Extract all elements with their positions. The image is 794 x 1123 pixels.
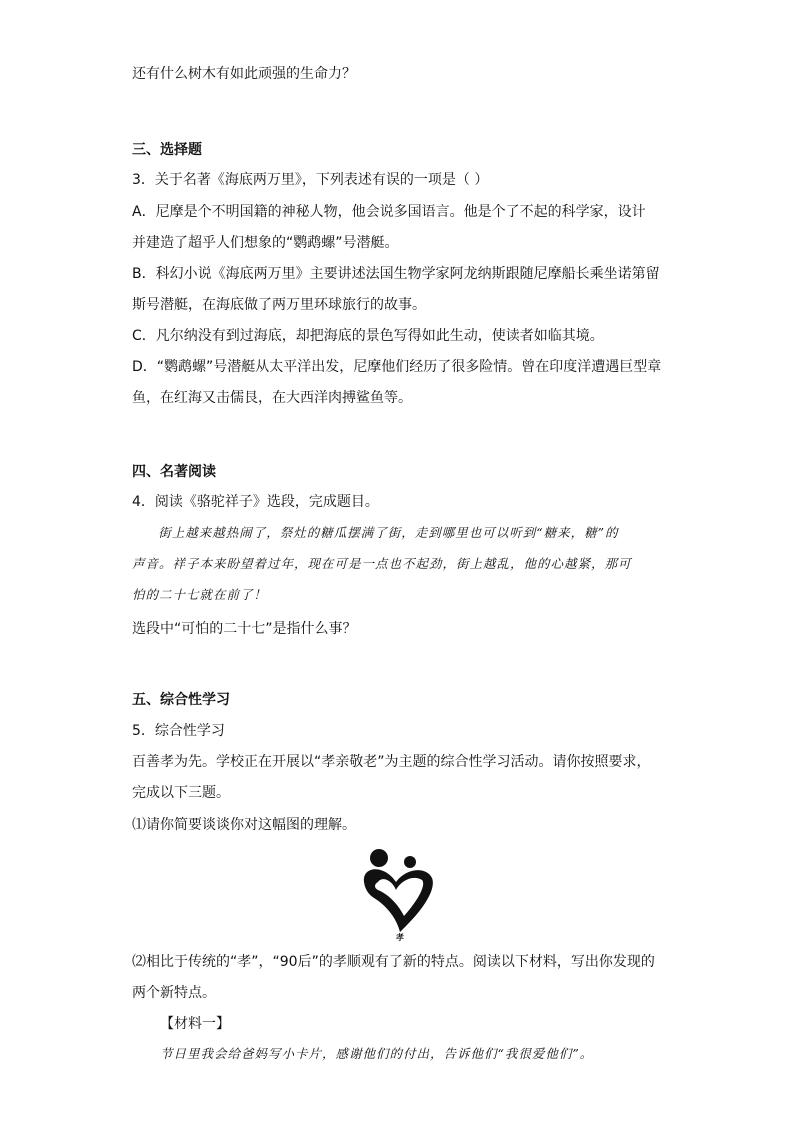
question-4: 4．阅读《骆驼祥子》选段，完成题目。: [132, 494, 379, 510]
task-1: ⑴请你简要谈谈你对这幅图的理解。: [132, 817, 356, 833]
question-5: 5．综合性学习: [132, 723, 225, 739]
option-b-line-1: B．科幻小说《海底两万里》主要讲述法国生物学家阿龙纳斯跟随尼摩船长乘坐诺第留: [132, 266, 660, 282]
excerpt-line-1: 街上越来越热闹了，祭灶的糖瓜摆满了街，走到哪里也可以听到“糖来，糖”的: [158, 525, 619, 540]
section-5-intro-line-2: 完成以下三题。: [132, 785, 230, 801]
material-1-text: 节日里我会给爸妈写小卡片，感谢他们的付出，告诉他们“我很爱他们”。: [160, 1046, 594, 1061]
task-2-line-1: ⑵相比于传统的“孝”，“90后”的孝顺观有了新的特点。阅读以下材料，写出你发现的: [132, 954, 655, 970]
option-d-line-1: D．“鹦鹉螺”号潜艇从太平洋出发，尼摩他们经历了很多险情。曾在印度洋遭遇巨型章: [132, 359, 662, 375]
novel-excerpt: [132, 517, 652, 610]
intro-line: 还有什么树木有如此顽强的生命力？: [132, 66, 356, 82]
option-b-line-2: 斯号潜艇，在海底做了两万里环球旅行的故事。: [132, 297, 426, 313]
material-1-label: 【材料一】: [160, 1016, 230, 1032]
excerpt-line-2: 声音。祥子本来盼望着过年，现在可是一点也不起劲，街上越乱，他的心越紧，那可: [132, 556, 632, 571]
section-4-heading: 四、名著阅读: [132, 464, 216, 480]
excerpt-line-3: 怕的二十七就在前了！: [132, 587, 268, 602]
option-a-line-2: 并建造了超乎人们想象的“鹦鹉螺”号潜艇。: [132, 235, 399, 251]
option-d-line-2: 鱼，在红海又击儒艮，在大西洋肉搏鲨鱼等。: [132, 390, 412, 406]
section-3-heading: 三、选择题: [132, 142, 202, 158]
filial-piety-heart-icon: [360, 842, 438, 942]
task-2-line-2: 两个新特点。: [132, 985, 216, 1001]
logo-caption: 孝: [396, 932, 404, 942]
option-a-line-1: A．尼摩是个不明国籍的神秘人物，他会说多国语言。他是个了不起的科学家，设计: [132, 204, 646, 220]
option-c: C．凡尔纳没有到过海底，却把海底的景色写得如此生动，使读者如临其境。: [132, 328, 604, 344]
material-1-text-block: [160, 1038, 680, 1069]
section-5-heading: 五、综合性学习: [132, 692, 230, 708]
section-5-intro-line-1: 百善孝为先。学校正在开展以“孝亲敬老”为主题的综合性学习活动。请你按照要求，: [132, 754, 651, 770]
question-3: 3．关于名著《海底两万里》，下列表述有误的一项是（ ）: [132, 172, 489, 188]
question-4-prompt: 选段中“可怕的二十七”是指什么事？: [132, 621, 357, 637]
